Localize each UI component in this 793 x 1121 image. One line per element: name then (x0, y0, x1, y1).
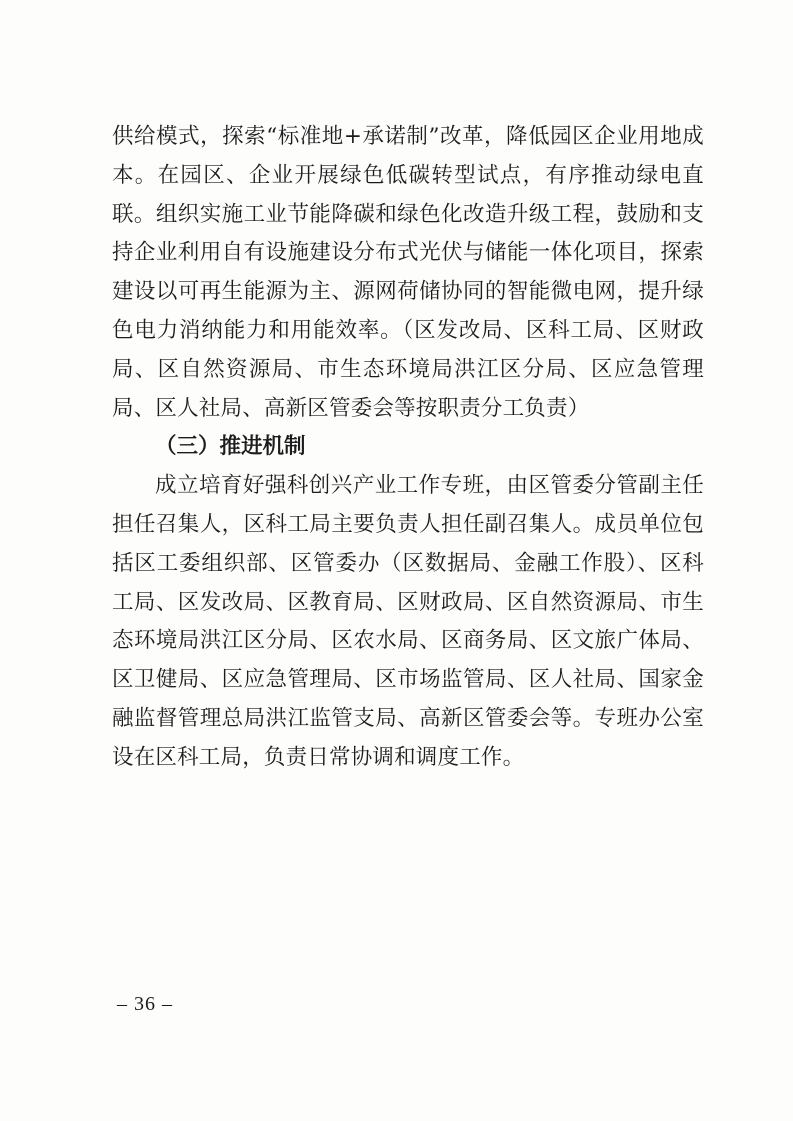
page-number: – 36 – (117, 993, 173, 1015)
paragraph-mechanism: 成立培育好强科创兴产业工作专班，由区管委分管副主任担任召集人，区科工局主要负责人担任副召集人。成员单位包括区工委组织部、区管委办（区数据局、金融工作股）、区科工局、区发改局、区教育局、区财政局、区自然资源局、市生态环境局洪江区分局、区农水局、区商务局、区文旅广体局、区卫健局、区应急管理局、区市场监管局、区人社局、国家金融监督管理总局洪江监管支局、高新区管委会等。专班办公室设在区科工局，负责日常协调和调度工作。 (112, 473, 704, 770)
paragraph-continued: 供给模式，探索“标准地+承诺制”改革，降低园区企业用地成本。在园区、企业开展绿色低碳转型试点，有序推动绿电直联。组织实施工业节能降碳和绿色化改造升级工程，鼓励和支持企业利用自有设施建设分布式光伏与储能一体化项目，探索建设以可再生能源为主、源网荷储协同的智能微电网，提升绿色电力消纳能力和用能效率。（区发改局、区科工局、区财政局、区自然资源局、市生态环境局洪江区分局、区应急管理局、区人社局、高新区管委会等按职责分工负责） (112, 124, 704, 421)
section-heading: （三）推进机制 (155, 434, 306, 460)
document-body (112, 118, 704, 778)
